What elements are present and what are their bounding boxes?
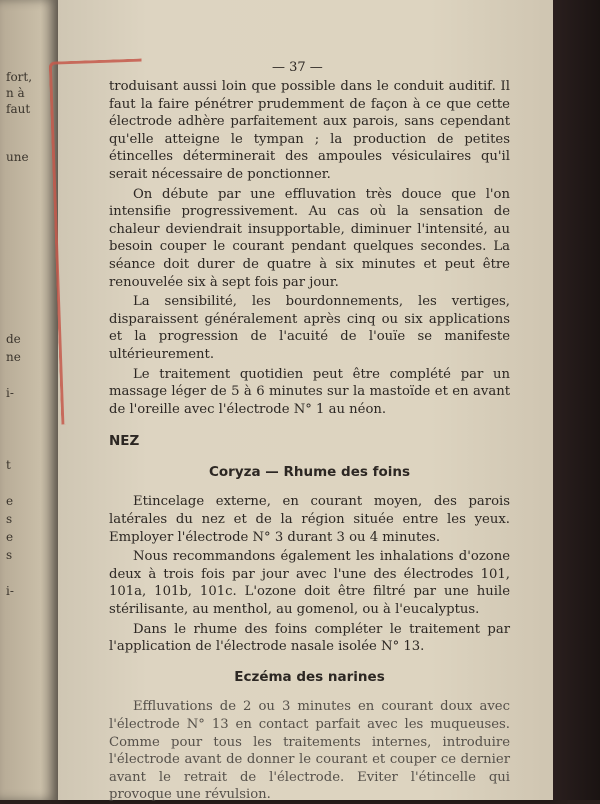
left-fragment: e xyxy=(6,530,14,544)
paragraph: Etincelage externe, en courant moyen, des parois latérales du nez et de la région située entre les yeux. Employer l'électrode N° 3 durant 3 ou 4 minutes. xyxy=(109,494,510,545)
subsection-heading: Eczéma des narines xyxy=(234,668,385,685)
left-fragment: une xyxy=(6,150,29,164)
paragraph: On débute par une effluvation très douce que l'on intensifie progressivement. Au cas où la sensation de chaleur deviendrait insupportable, diminuer l'intensité, au besoin couper le courant pendant quelques secondes. La séance doit durer de quatre à six minutes et peut être renouvelée six à sept fois par jour. xyxy=(109,186,510,290)
paragraph: Effluvations de 2 ou 3 minutes en courant doux avec l'électrode N° 13 en contact parfait avec les muqueuses. Comme pour tous les traitements internes, introduire l'électrode avant de donner le courant et couper ce dernier avant le retrait de l'électrode. Eviter l'étincelle qui provoque une révulsion. xyxy=(109,699,510,803)
paragraph: Dans le rhume des foins compléter le traitement par l'application de l'électrode nasale isolée N° 13. xyxy=(109,621,510,655)
background-edge xyxy=(553,0,600,800)
left-fragment: ne xyxy=(6,350,21,364)
left-fragment: n à xyxy=(6,86,25,100)
left-fragment: s xyxy=(6,512,13,526)
paragraph: Nous recommandons également les inhalations d'ozone deux à trois fois par jour avec l'une des électrodes 101, 101a, 101b, 101c. L'ozone doit être filtré par une huile stérilisante, au menthol, au gomenol, ou à l'eucalyptus. xyxy=(109,549,510,618)
page-text xyxy=(109,78,510,804)
left-fragment: fort, xyxy=(6,70,33,84)
section-title: NEZ xyxy=(109,433,140,450)
subsection-heading: Coryza — Rhume des foins xyxy=(208,463,411,480)
left-fragment: i- xyxy=(6,386,14,400)
left-fragment: de xyxy=(6,332,21,346)
paragraph: Le traitement quotidien peut être complété par un massage léger de 5 à 6 minutes sur la mastoïde et en avant de l'oreille avec l'électrode N° 1 au néon. xyxy=(109,366,510,417)
left-fragment: s xyxy=(6,548,13,562)
left-page-edge xyxy=(0,0,58,800)
left-fragment: e xyxy=(6,494,14,508)
page-number: — 37 — xyxy=(272,60,323,75)
left-fragment: t xyxy=(6,458,11,472)
paragraph: La sensibilité, les bourdonnements, les vertiges, disparaissent généralement après cinq ou six applications et la progression de l'acuité de l'ouïe se manifeste ultérieurement. xyxy=(109,294,510,362)
left-fragment: i- xyxy=(6,584,14,598)
left-fragment: faut xyxy=(6,102,31,116)
paragraph: troduisant aussi loin que possible dans le conduit auditif. Il faut la faire pénétrer prudemment de façon à ce que cette électrode adhère parfaitement aux parois, sans cependant qu'elle atteigne le tympan ; la production de petites étincelles déterminerait des ampoules vésiculaires qu'il serait nécessaire de ponctionner. xyxy=(109,79,510,182)
